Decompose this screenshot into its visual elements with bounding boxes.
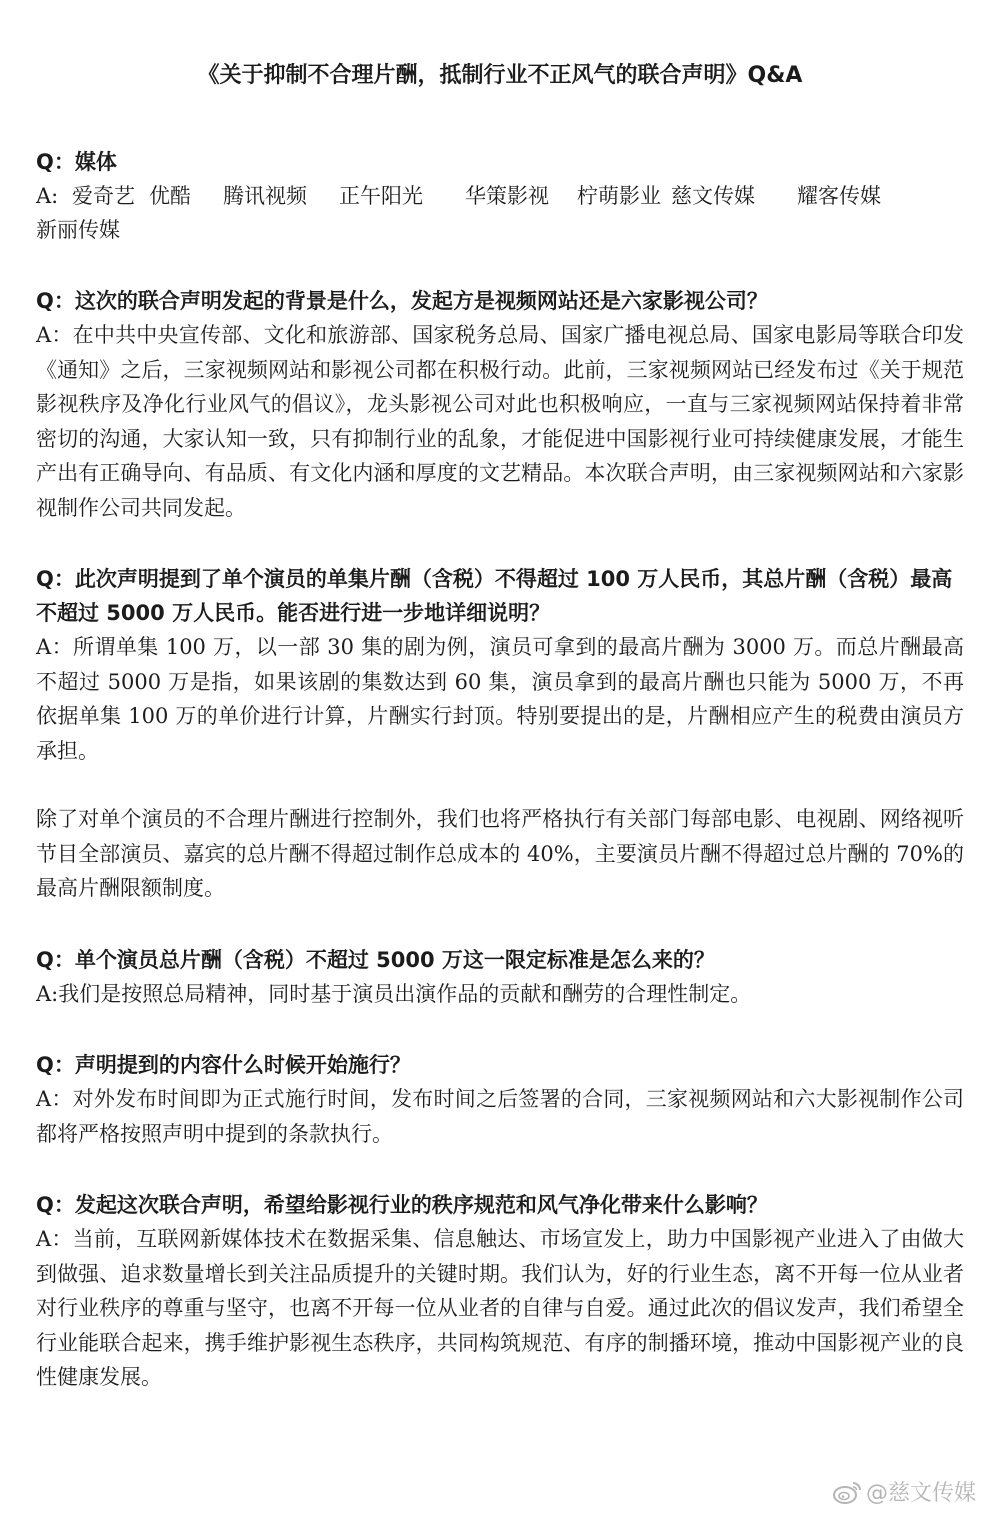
qa-item-media (36, 145, 964, 247)
answer: A：所谓单集 100 万，以一部 30 集的剧为例，演员可拿到的最高片酬为 3000 万。而总片酬最高不超过 5000 万是指，如果该剧的集数达到 60 集，演员拿到的最高片酬也只能为 5000 万，不再依据单集 100 万的单价进行计算，片酬实行封顶。特别要提出的是，片酬相应产生的税费由演员方承担。 (36, 635, 964, 763)
question: Q：媒体 (36, 150, 117, 174)
question: Q：此次声明提到了单个演员的单集片酬（含税）不得超过 100 万人民币，其总片酬（含税）最高不超过 5000 万人民币。能否进行进一步地详细说明？ (36, 567, 953, 625)
answer: A：当前，互联网新媒体技术在数据采集、信息触达、市场宣发上，助力中国影视产业进入了由做大到做强、追求数量增长到关注品质提升的关键时期。我们认为，好的行业生态，离不开每一位从业者对行业秩序的尊重与坚守，也离不开每一位从业者的自律与自爱。通过此次的倡议发声，我们希望全行业能联合起来，携手维护影视生态秩序，共同构筑规范、有序的制播环境，推动中国影视产业的良性健康发展。 (36, 1227, 964, 1389)
weibo-logo-icon (832, 1479, 862, 1505)
question: Q：这次的联合声明发起的背景是什么，发起方是视频网站还是六家影视公司？ (36, 289, 768, 313)
question: Q：发起这次联合声明，希望给影视行业的秩序规范和风气净化带来什么影响？ (36, 1193, 768, 1217)
media-name: 慈文传媒 (671, 184, 755, 208)
weibo-watermark (832, 1476, 976, 1507)
qa-item-effective-date (36, 1048, 964, 1151)
answer-continued: 除了对单个演员的不合理片酬进行控制外，我们也将严格执行有关部门每部电影、电视剧、网络视听节目全部演员、嘉宾的总片酬不得超过制作总成本的 40%，主要演员片酬不得超过总片酬的 70%的最高片酬限额制度。 (36, 807, 964, 900)
watermark-text: @慈文传媒 (865, 1481, 976, 1506)
media-name: 腾讯视频 (223, 184, 307, 208)
media-name: 柠萌影业 (577, 184, 661, 208)
media-name: 耀客传媒 (797, 184, 881, 208)
answer: A：对外发布时间即为正式施行时间，发布时间之后签署的合同，三家视频网站和六大影视制作公司都将严格按照声明中提到的条款执行。 (36, 1087, 964, 1146)
media-name: 优酷 (149, 184, 191, 208)
question: Q：单个演员总片酬（含税）不超过 5000 万这一限定标准是怎么来的？ (36, 948, 715, 972)
qa-item-standard-origin (36, 943, 964, 1012)
media-name: 新丽传媒 (36, 218, 120, 242)
qa-item-background (36, 284, 964, 525)
qa-item-impact (36, 1188, 964, 1395)
media-name: 正午阳光 (339, 184, 423, 208)
media-name: 华策影视 (465, 184, 549, 208)
question: Q：声明提到的内容什么时候开始施行？ (36, 1053, 411, 1077)
media-list (36, 179, 964, 247)
media-name: 爱奇艺 (72, 184, 135, 208)
answer: A:我们是按照总局精神，同时基于演员出演作品的贡献和酬劳的合理性制定。 (36, 982, 752, 1006)
qa-item-salary-cap (36, 562, 964, 906)
answer: A：在中共中央宣传部、文化和旅游部、国家税务总局、国家广播电视总局、国家电影局等联合印发《通知》之后，三家视频网站和影视公司都在积极行动。此前，三家视频网站已经发布过《关于规范影视秩序及净化行业风气的倡议》，龙头影视公司对此也积极响应，一直与三家视频网站保持着非常密切的沟通，大家认知一致，只有抑制行业的乱象，才能促进中国影视行业可持续健康发展，才能生产出有正确导向、有品质、有文化内涵和厚度的文艺精品。本次联合声明，由三家视频网站和六家影视制作公司共同发起。 (36, 323, 964, 520)
answer-prefix: A: (36, 184, 59, 208)
document-title: 《关于抑制不合理片酬，抵制行业不正风气的联合声明》Q&A (197, 63, 803, 88)
